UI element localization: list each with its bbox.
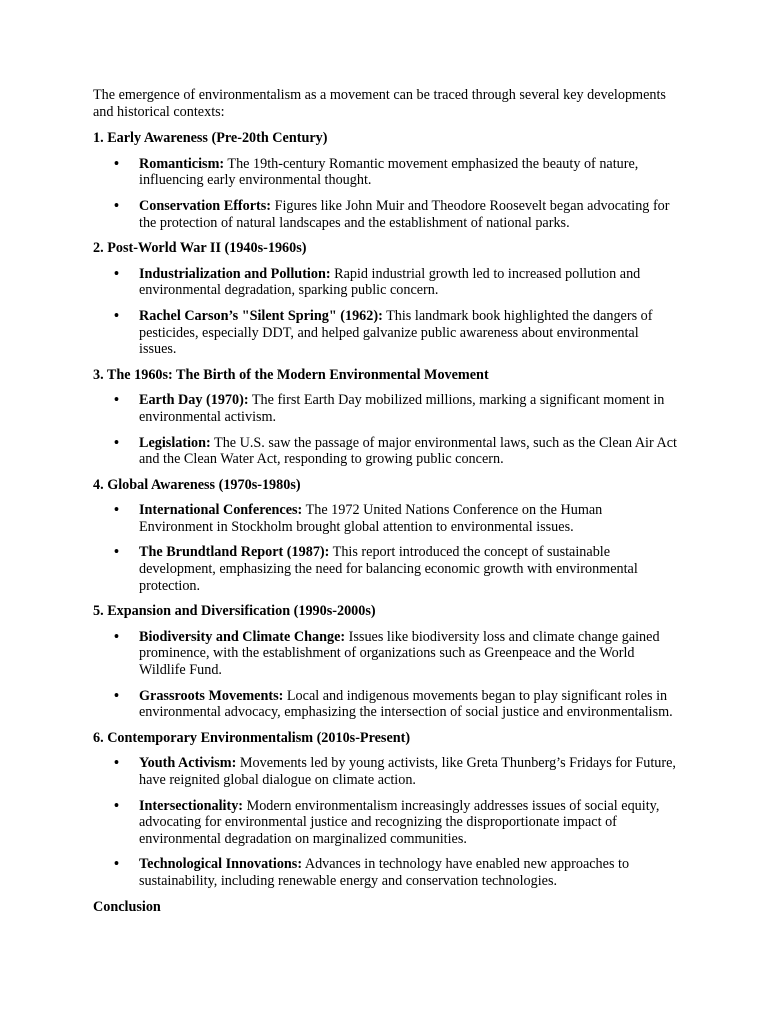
bullet-list — [93, 266, 678, 358]
section-heading: 6. Contemporary Environmentalism (2010s-Present) — [93, 729, 411, 746]
item-term: Conservation Efforts: — [139, 197, 272, 214]
list-item — [93, 435, 678, 468]
item-text: Figures like John Muir and Theodore Roosevelt began advocating for the protection of natural landscapes and the establishment of national parks. — [139, 197, 670, 231]
item-text: Advances in technology have enabled new approaches to sustainability, including renewable energy and conservation technologies. — [139, 856, 630, 889]
item-term: Technological Innovations: — [139, 856, 303, 873]
item-term: Grassroots Movements: — [139, 687, 284, 704]
list-item — [93, 266, 678, 299]
bullet-icon: • — [114, 544, 119, 561]
item-text: This report introduced the concept of sustainable development, emphasizing the need for balancing economic growth with environmental protection. — [139, 544, 638, 594]
list-item — [93, 544, 678, 594]
section-heading: 5. Expansion and Diversification (1990s-2000s) — [93, 603, 376, 620]
item-term: Earth Day (1970): — [139, 392, 249, 409]
item-term: Rachel Carson’s "Silent Spring" (1962): — [139, 307, 383, 324]
section-heading: 2. Post-World War II (1940s-1960s) — [93, 240, 307, 257]
item-text: The 1972 United Nations Conference on the Human Environment in Stockholm brought global attention to environmental issues. — [139, 502, 603, 535]
item-text: Movements led by young activists, like Greta Thunberg’s Fridays for Future, have reignited global dialogue on climate action. — [139, 755, 676, 788]
list-item — [93, 856, 678, 889]
list-item — [93, 198, 678, 231]
list-item — [93, 156, 678, 189]
document-page — [93, 87, 678, 915]
bullet-list — [93, 629, 678, 721]
item-text: The U.S. saw the passage of major environmental laws, such as the Clean Air Act and the Clean Water Act, responding to growing public concern. — [139, 434, 677, 468]
bullet-list — [93, 502, 678, 594]
bullet-icon: • — [114, 392, 119, 409]
item-text: This landmark book highlighted the dangers of pesticides, especially DDT, and helped galvanize public awareness about environmental issues. — [139, 307, 653, 358]
item-term: Youth Activism: — [139, 755, 237, 772]
bullet-icon: • — [114, 856, 119, 873]
item-term: Intersectionality: — [139, 797, 244, 814]
list-item — [93, 798, 678, 848]
conclusion-heading: Conclusion — [93, 898, 161, 915]
bullet-icon: • — [114, 687, 119, 704]
item-term: Romanticism: — [139, 155, 225, 172]
bullet-icon: • — [114, 307, 119, 324]
list-item — [93, 392, 678, 425]
bullet-list — [93, 755, 678, 889]
list-item — [93, 502, 678, 535]
bullet-icon: • — [114, 155, 119, 172]
item-text: Local and indigenous movements began to play significant roles in environmental advocacy, emphasizing the intersection of social justice and environmentalism. — [139, 687, 673, 721]
list-item — [93, 308, 678, 358]
bullet-icon: • — [114, 265, 119, 282]
section-heading: 4. Global Awareness (1970s-1980s) — [93, 476, 301, 493]
list-item — [93, 755, 678, 788]
bullet-icon: • — [114, 502, 119, 519]
list-item — [93, 629, 678, 679]
bullet-icon: • — [114, 434, 119, 451]
item-text: Issues like biodiversity loss and climate change gained prominence, with the establishment of organizations such as Greenpeace and the World Wildlife Fund. — [139, 628, 660, 679]
item-term: Legislation: — [139, 434, 211, 451]
item-text: Rapid industrial growth led to increased pollution and environmental degradation, sparking public concern. — [139, 265, 641, 299]
list-item — [93, 688, 678, 721]
item-term: The Brundtland Report (1987): — [139, 544, 330, 561]
bullet-list — [93, 156, 678, 231]
section-heading: 1. Early Awareness (Pre-20th Century) — [93, 130, 328, 147]
intro-paragraph: The emergence of environmentalism as a movement can be traced through several key developments and historical contexts: — [93, 87, 666, 120]
item-term: International Conferences: — [139, 502, 303, 519]
bullet-icon: • — [114, 628, 119, 645]
section-heading: 3. The 1960s: The Birth of the Modern Environmental Movement — [93, 366, 489, 383]
item-term: Biodiversity and Climate Change: — [139, 628, 346, 645]
item-text: Modern environmentalism increasingly addresses issues of social equity, advocating for environmental justice and recognizing the disproportionate impact of environmental degradation on marginalized communities. — [139, 797, 660, 847]
sections-container — [93, 130, 678, 889]
item-text: The first Earth Day mobilized millions, marking a significant moment in environmental activism. — [139, 392, 665, 425]
item-text: The 19th-century Romantic movement emphasized the beauty of nature, influencing early environmental thought. — [139, 155, 639, 189]
bullet-list — [93, 392, 678, 467]
bullet-icon: • — [114, 197, 119, 214]
item-term: Industrialization and Pollution: — [139, 265, 331, 282]
bullet-icon: • — [114, 755, 119, 772]
bullet-icon: • — [114, 797, 119, 814]
